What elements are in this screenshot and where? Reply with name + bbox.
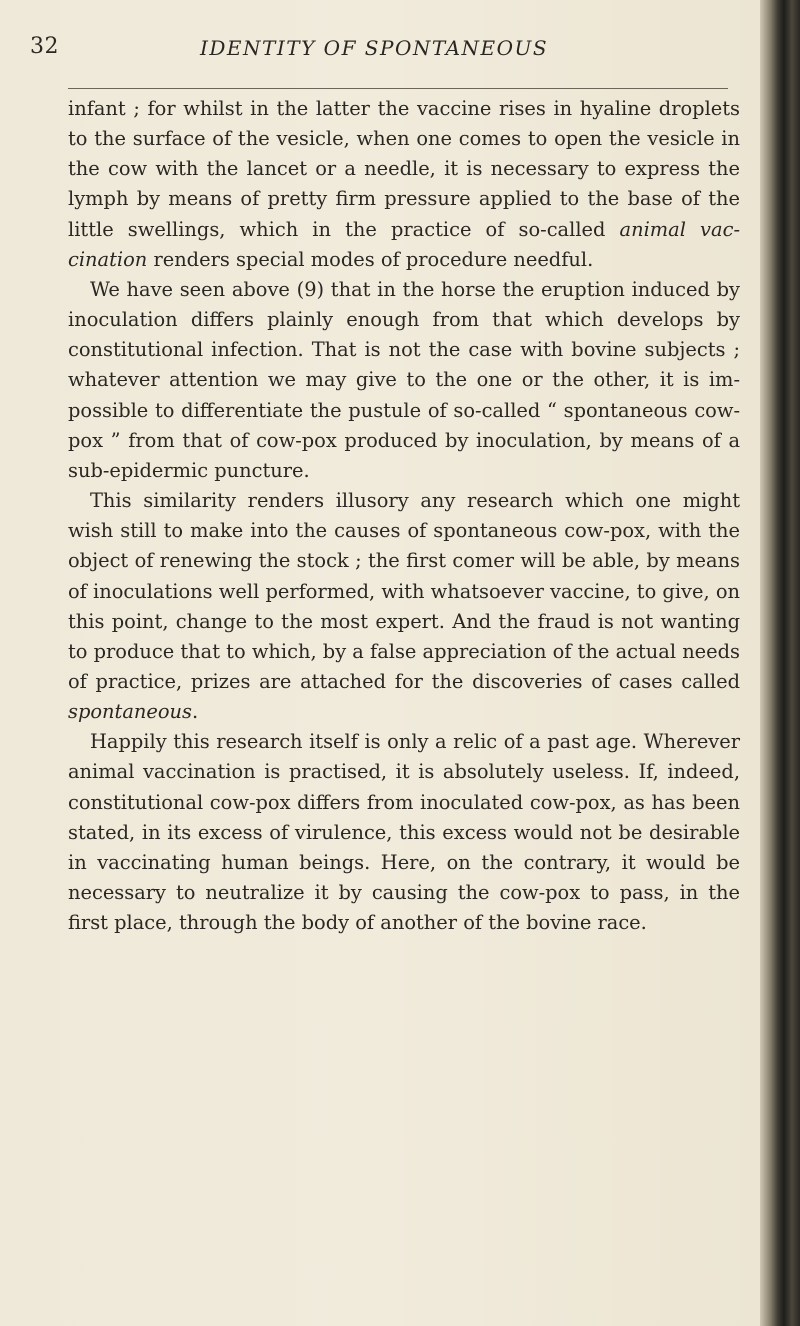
page-number: 32 <box>30 34 59 59</box>
italic-text: spontaneous <box>68 700 192 724</box>
header-rule <box>68 88 728 89</box>
body-text <box>68 94 740 938</box>
running-head: IDENTITY OF SPONTANEOUS <box>200 36 549 60</box>
binding-edge <box>760 0 800 1326</box>
paragraph <box>68 727 740 938</box>
text-segment: We have seen above (9) that in the horse the eruption induced by inoculation differs plainly enough from that which develops by constitutional infection. That is not the case with bovine subjects ; whatever attention we may give to the one or the other, it is impossible to differentiate the pustule of so-called “ spontaneous cow-pox ” from that of cow-pox produced by inoculation, by means of a sub-epidermic puncture. <box>68 277 740 482</box>
text-segment: renders special modes of procedure needful. <box>147 247 594 271</box>
text-segment: This similarity renders illusory any research which one might wish still to make into the causes of spontaneous cow-pox, with the object of renewing the stock ; the first comer will be able, by means of inoculations well performed, with whatsoever vaccine, to give, on this point, change to the most expert. And the fraud is not wanting to produce that to which, by a false appreciation of the actual needs of practice, prizes are attached for the discoveries of cases called <box>68 489 740 693</box>
text-segment: . <box>191 700 199 724</box>
paragraph <box>68 94 740 275</box>
text-segment: infant ; for whilst in the latter the vaccine rises in hyaline droplets to the surface of the vesicle, when one comes to open the vesicle in the cow with the lancet or a needle, it is necessary to express the lymph by means of pretty firm pressure applied to the base of the little swellings, which in the practice of so-called <box>68 97 740 241</box>
paragraph <box>68 486 740 727</box>
italic-text: animal vaccination <box>68 217 740 271</box>
paragraph <box>68 275 740 486</box>
page-header <box>30 30 750 70</box>
text-segment: Happily this research itself is only a relic of a past age. Wherever animal vaccination is practised, it is absolutely useless. If, indeed, constitutional cow-pox differs from inoculated cow-pox, as has been stated, in its excess of virulence, this excess would not be desirable in vaccinating human beings. Here, on the contrary, it would be necessary to neutralize it by causing the cow-pox to pass, in the first place, through the body of another of the bovine race. <box>68 730 740 935</box>
